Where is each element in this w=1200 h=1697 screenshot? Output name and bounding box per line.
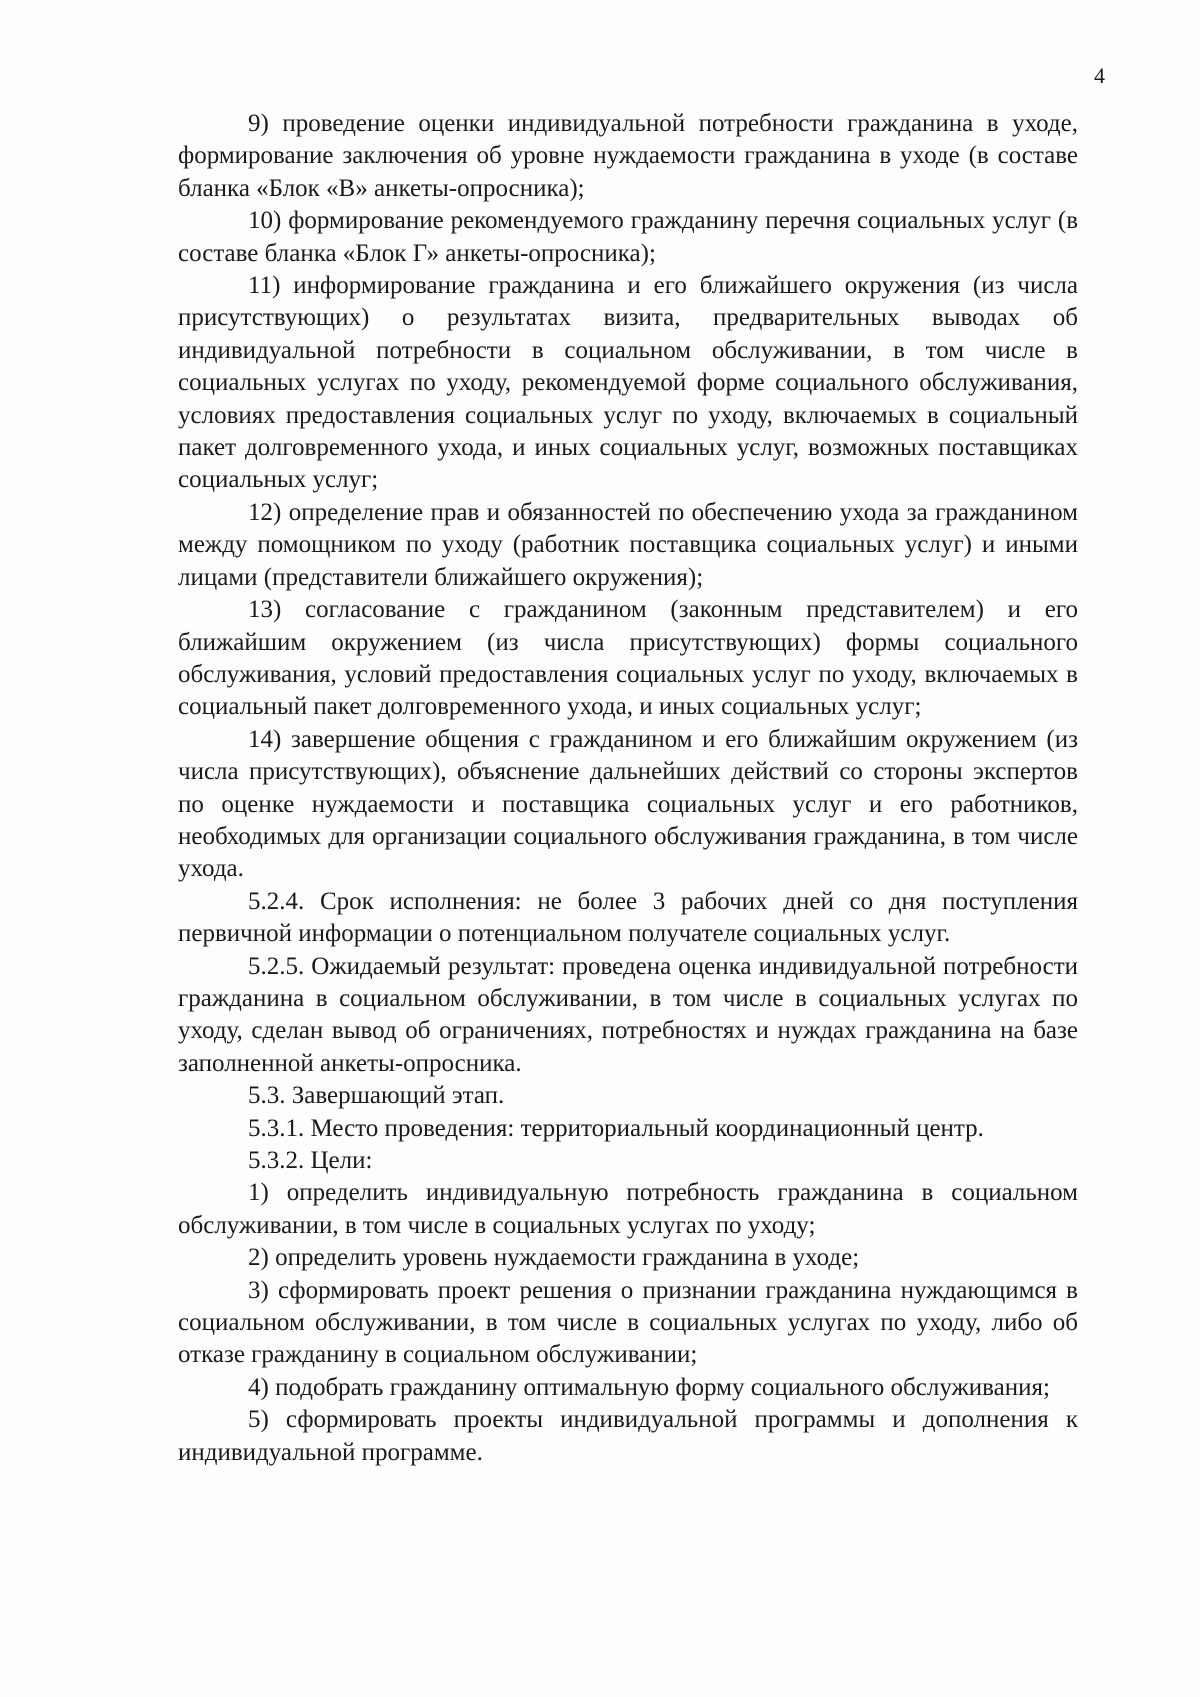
goal-item-5: 5) сформировать проекты индивидуальной программы и дополнения к индивидуальной программе.: [178, 1406, 1078, 1466]
paragraph-5-3: 5.3. Завершающий этап.: [248, 1082, 505, 1110]
paragraph-item-14: 14) завершение общения с гражданином и его ближайшим окружением (из числа присутствующих), объяснение дальнейших действий со стороны экспертов по оценке нуждаемости и поставщика социальных услуг и его работников, необходимых для организации социального обслуживания гражданина, в том числе ухода.: [178, 725, 1078, 883]
goal-item-4: 4) подобрать гражданину оптимальную форму социального обслуживания;: [248, 1373, 1050, 1401]
paragraph-5-3-1: 5.3.1. Место проведения: территориальный координационный центр.: [248, 1114, 984, 1142]
paragraph-5-2-4: 5.2.4. Срок исполнения: не более 3 рабочих дней со дня поступления первичной информации о потенциальном получателе социальных услуг.: [178, 887, 1078, 948]
paragraph-5-3-2: 5.3.2. Цели:: [248, 1147, 373, 1174]
goal-item-2: 2) определить уровень нуждаемости гражданина в уходе;: [248, 1244, 860, 1272]
page-number: 4: [1094, 63, 1105, 88]
paragraph-item-9: 9) проведение оценки индивидуальной потребности гражданина в уходе, формирование заключения об уровне нуждаемости гражданина в уходе (в составе бланка «Блок «В» анкеты-опросника);: [178, 110, 1078, 202]
paragraph-item-12: 12) определение прав и обязанностей по обеспечению ухода за гражданином между помощником по уходу (работник поставщика социальных услуг) и иными лицами (представители ближайшего окружения);: [178, 498, 1078, 591]
goal-item-3: 3) сформировать проект решения о признании гражданина нуждающимся в социальном обслуживании, в том числе в социальных услугах по уходу, либо об отказе гражданину в социальном обслуживании;: [178, 1276, 1078, 1369]
body-text: [178, 108, 1078, 1469]
paragraph-item-13: 13) согласование с гражданином (законным представителем) и его ближайшим окружением (из числа присутствующих) формы социального обслуживания, условий предоставления социальных услуг по уходу, включаемых в социальный пакет долговременного ухода, и иных социальных услуг;: [178, 596, 1078, 721]
goal-item-1: 1) определить индивидуальную потребность гражданина в социальном обслуживании, в том числе в социальных услугах по уходу;: [178, 1179, 1078, 1239]
paragraph-5-2-5: 5.2.5. Ожидаемый результат: проведена оценка индивидуальной потребности гражданина в социальном обслуживании, в том числе в социальных услугах по уходу, сделан вывод об ограничениях, потребностях и нуждах гражданина на базе заполненной анкеты-опросника.: [178, 952, 1078, 1077]
paragraph-item-11: 11) информирование гражданина и его ближайшего окружения (из числа присутствующих) о результатах визита, предварительных выводах об индивидуальной потребности в социальном обслуживании, в том числе в социальных услугах по уходу, рекомендуемой форме социального обслуживания, условиях предоставления социальных услуг по уходу, включаемых в социальный пакет долговременного ухода, и иных социальных услуг, возможных поставщиках социальных услуг;: [178, 272, 1078, 494]
paragraph-item-10: 10) формирование рекомендуемого гражданину перечня социальных услуг (в составе бланка «Блок Г» анкеты-опросника);: [178, 207, 1078, 267]
